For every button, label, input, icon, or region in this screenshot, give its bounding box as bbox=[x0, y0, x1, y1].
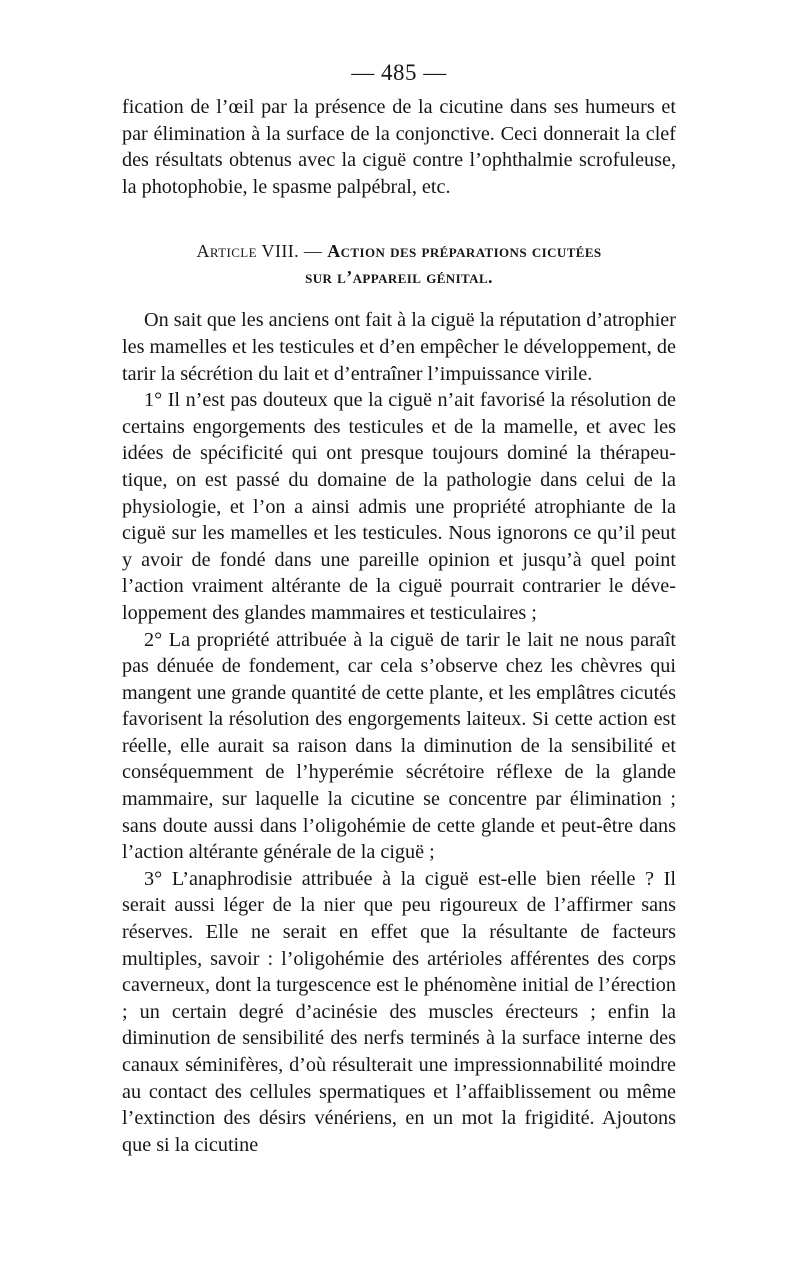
paragraph-point-1: 1° Il n’est pas douteux que la ciguë n’ait favorisé la résolution de certains engorgements des testicules et de la mamelle, et avec les idées de spécificité qui ont presque toujours dominé la thérapeutique, on est passé du domaine de la pathologie dans celui de la physiologie, et l’on a ainsi admis une propriété atrophiante de la ciguë sur les mamelles et les testicules. Nous ignorons ce qu’il peut y avoir de fondé dans une pareille opinion et jusqu’à quel point l’action vraiment altérante de la ciguë pourrait contrarier le développement des glandes mammaires et testiculaires ; bbox=[122, 389, 676, 624]
article-dash: — bbox=[299, 241, 328, 262]
page-number: — 485 — bbox=[351, 60, 447, 85]
article-label: Article VIII. bbox=[196, 241, 300, 262]
paragraph-point-2: 2° La propriété attribuée à la ciguë de tarir le lait ne nous paraît pas dénuée de fondement, car cela s’observe chez les chèvres qui mangent une grande quantité de cette plante, et les emplâtres cicutés favorisent la résolution des engorgements laiteux. Si cette action est réelle, elle aurait sa raison dans la diminution de la sensibilité et conséquemment de l’hyperémie sécrétoire réflexe de la glande mammaire, sur laquelle la cicutine se concentre par élimination ; sans doute aussi dans l’oligohémie de cette glande et peut-être dans l’action altérante générale de la ciguë ; bbox=[122, 628, 676, 864]
article-heading bbox=[122, 238, 676, 290]
article-heading-line-1 bbox=[122, 238, 676, 264]
article-title-line-1: Action des préparations cicutées bbox=[327, 241, 602, 262]
book-page bbox=[122, 58, 676, 1158]
article-title-line-2: sur l’appareil génital. bbox=[305, 267, 493, 288]
intro-paragraph: fication de l’œil par la présence de la cicutine dans ses humeurs et par élimination à la surface de la conjonctive. Ceci donnerait la clef des résultats obtenus avec la ciguë contre l’ophthalmie scrofuleuse, la photophobie, le spasme palpébral, etc. bbox=[122, 96, 676, 198]
paragraph-intro-anciens: On sait que les anciens ont fait à la ciguë la réputation d’atrophier les mamelles et les testicules et d’en empêcher le développement, de tarir la sécrétion du lait et d’entraîner l’impuissance virile. bbox=[122, 309, 676, 385]
paragraph-point-3: 3° L’anaphrodisie attribuée à la ciguë est-elle bien réelle ? Il serait aussi léger de la nier que peu rigoureux de l’affirmer sans réserves. Elle ne serait en effet que la résultante de facteurs multiples, savoir : l’oligohémie des artérioles afférentes des corps caverneux, dont la turgescence est le phénomène initial de l’érection ; un certain degré d’acinésie des muscles érecteurs ; enfin la diminution de sensibilité des nerfs terminés à la surface interne des canaux séminifères, d’où résulterait une impressionnabilité moindre au contact des cellules spermatiques et l’affaiblissement ou même l’extinction des désirs vénériens, en un mot la frigidité. Ajoutons que si la cicutine bbox=[122, 867, 676, 1156]
